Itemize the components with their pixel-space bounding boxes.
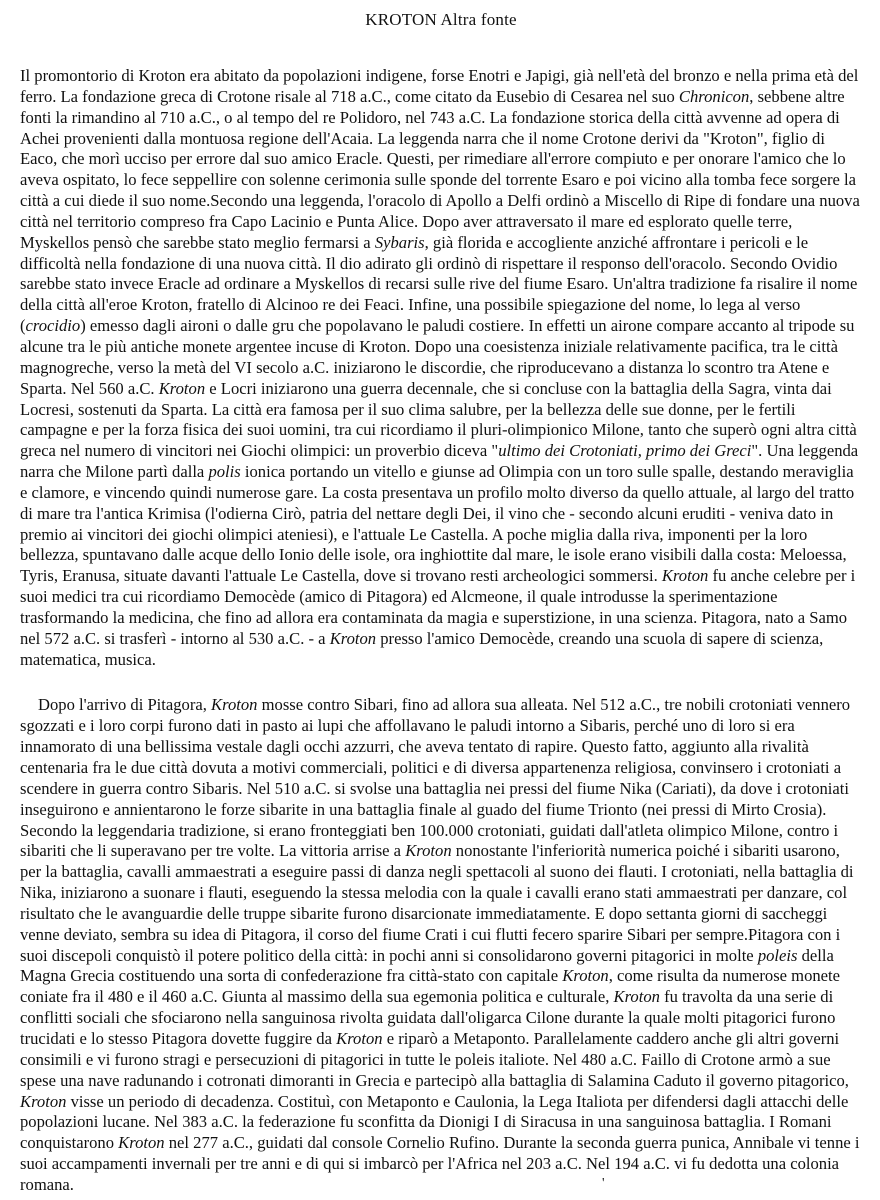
- italic-term: Sybaris: [374, 232, 425, 252]
- text-run: , come risulta da numerose monete coniate fra il 480 e il 460 a.C. Giunta al massimo della sua egemonia politica e culturale,: [20, 966, 841, 1007]
- text-run: mosse contro Sibari, fino ad allora sua alleata. Nel 512 a.C., tre nobili crotoniati vennero sgozzati e i loro corpi furono dati in pasto ai lupi che affollavano le paludi intorno a Sibaris, perché uno di loro si era innamorato di una bellissima vestale dagli occhi azzurri, che aveva tentato di rapire. Questo fatto, aggiunto alla rivalità centenaria fra le due città dovuta a motivi commerciali, politici e di diversa appartenenza religiosa, convinsero i crotoniati a scendere in guerra contro Sibaris. Nel 510 a.C. si svolse una battaglia nei pressi del fiume Nika (Cariati), da dove i crotoniati inseguirono e annientarono le forze sibarite in una battaglia finale al guado del fiume Trionto (nei pressi di Mirto Crosia). Secondo la leggendaria tradizione, si erano fronteggiati ben 100.000 crotoniati, guidati dall'atleta olimpico Milone, contro i sibariti che li superavano per tre volte. La vittoria arrise a: [20, 695, 851, 861]
- italic-term: Kroton: [613, 987, 660, 1007]
- text-run: nel 277 a.C., guidati dal console Cornelio Rufino. Durante la seconda guerra punica, Annibale vi tenne i suoi accampamenti invernali per tre anni e di qui si imbarcò per l'Africa nel 203 a.C. Nel 194 a.C. vi fu dedotta una colonia romana.: [20, 1133, 860, 1194]
- paragraph-2: [20, 695, 862, 1195]
- paragraph-1: [20, 66, 862, 670]
- document-title: KROTON Altra fonte: [365, 10, 517, 29]
- text-run: Il promontorio di Kroton era abitato da popolazioni indigene, forse Enotri e Japigi, già nell'età del bronzo e nella prima età del ferro. La fondazione greca di Crotone risale al 718 a.C., come citato da Eusebio di Cesarea nel suo: [20, 66, 859, 106]
- italic-term: poleis: [757, 945, 798, 965]
- italic-term: ultimo dei Crotoniati, primo dei Greci: [498, 441, 752, 461]
- text-run: fu travolta da una serie di conflitti sociali che sfociarono nella sanguinosa rivolta guidata dall'oligarca Cilone durante la quale molti pitagorici furono trucidati e lo stesso Pitagora dovette fuggire da: [20, 987, 836, 1048]
- italic-term: Kroton: [405, 841, 452, 861]
- text-run: fu anche celebre per i suoi medici tra cui ricordiamo Democède (amico di Pitagora) ed Alcmeone, il quale introdusse la sperimentazione trasformando la medicina, che fino ad allora era contaminata da magia e superstizione, in una scienza. Pitagora, nato a Samo nel 572 a.C. si trasferì - intorno al 530 a.C. - a: [20, 566, 856, 648]
- text-run: ) emesso dagli aironi o dalle gru che popolavano le paludi costiere. In effetti un airone compare accanto al tripode su alcune tra le più antiche monete argentee incuse di Kroton. Dopo una coesistenza iniziale relativamente pacifica, tra le città magnogreche, verso la metà del VI secolo a.C. iniziarono le discordie, che riproducevano a distanza lo scontro tra Atene e Sparta. Nel 560 a.C.: [20, 316, 855, 398]
- italic-term: polis: [208, 462, 241, 482]
- text-run: e riparò a Metaponto. Parallelamente caddero anche gli altri governi consimili e vi furono stragi e persecuzioni di pitagorici in tutte le poleis italiote. Nel 480 a.C. Faillo di Crotone armò a sue spese una nave radunando i cotronati dimoranti in Grecia e partecipò alla battaglia di Salamina Caduto il governo pitagorico,: [20, 1028, 849, 1090]
- italic-term: Kroton: [118, 1133, 165, 1153]
- italic-term: crocidio: [25, 316, 81, 336]
- text-run: Dopo l'arrivo di Pitagora,: [38, 695, 212, 715]
- italic-term: Chronicon: [678, 86, 750, 106]
- text-run: ionica portando un vitello e giunse ad Olimpia con un toro sulle spalle, destando meraviglia e clamore, e vincendo quindi numerose gare. La costa presentava un profilo molto diverso da quello attuale, al largo del tratto di mare tra l'antica Krimisa (l'odierna Cirò, patria del nettare degli Dei, il vino che - secondo alcuni eruditi - veniva dato in premio ai vincitori dei giochi olimpici ateniesi), e l'attuale Le Castella. A poche miglia dalla riva, imponenti per la loro bellezza, spuntavano dalle acque dello Ionio delle isole, ora inghiottite dal mare, le isole erano visibili dalla costa: Meloessa, Tyris, Eranusa, situate davanti l'attuale Le Castella, dove si trovano resti archeologici sommersi.: [20, 462, 855, 586]
- text-run: visse un periodo di decadenza. Costituì, con Metaponto e Caulonia, la Lega Italiota per difendersi dagli attacchi delle popolazioni lucane. Nel 383 a.C. la federazione fu sconfitta da Dionigi I di Siracusa in una sanguinosa battaglia. I Romani conquistarono: [20, 1091, 849, 1153]
- italic-term: Kroton: [336, 1028, 383, 1048]
- text-run: , già florida e accogliente anziché affrontare i pericoli e le difficoltà nella fondazione di una nuova città. Il dio adirato gli ordinò di rispettare il responso dell'oracolo. Secondo Ovidio sarebbe stato invece Eracle ad ordinare a Myskellos di recarsi sulle rive del fiume Esaro. Un'altra tradizione fa risalire il nome della città all'eroe Kroton, fratello di Alcinoo re dei Feaci. Infine, una possibile spiegazione del nome, lo lega al verso (: [20, 232, 858, 336]
- text-run: presso l'amico Democède, creando una scuola di sapere di scienza, matematica, musica.: [20, 628, 824, 669]
- italic-term: Kroton: [329, 628, 377, 648]
- stray-mark: ': [602, 1176, 605, 1191]
- italic-term: Kroton: [211, 695, 258, 715]
- text-run: , sebbene altre fonti la rimandino al 710 a.C., o al tempo del re Polidoro, nel 743 a.C. La fondazione storica della città avvenne ad opera di Achei provenienti dalla montuosa regione dell'Acaia. La leggenda narra che il nome Crotone derivi da "Kroton", figlio di Eaco, che morì ucciso per errore dal suo amico Eracle. Questi, per rimediare all'errore compiuto e per onorare l'amico che lo aveva ospitato, lo fece seppellire con solenne cerimonia sulle sponde del torrente Esaro e poi vicino alla tomba fece sorgere la città a cui diede il suo nome.Secondo una leggenda, l'oracolo di Apollo a Delfi ordinò a Miscello di Ripe di fondare una nuova città nel territorio compreso fra Capo Lacinio e Punta Alice. Dopo aver attraversato il mare ed esplorato quelle terre, Myskellos pensò che sarebbe stato meglio fermarsi a: [20, 86, 860, 252]
- text-run: e Locri iniziarono una guerra decennale, che si concluse con la battaglia della Sagra, vinta dai Locresi, sostenuti da Sparta. La città era famosa per il suo clima salubre, per la bellezza delle sue donne, per le fertili campagne e per la forza fisica dei suoi uomini, tra cui ricordiamo il pluri-olimpionico Milone, tanto che superò ogni altra città greca nel numero di vincitori nei Giochi olimpici: un proverbio diceva ": [20, 378, 857, 461]
- text-run: ". Una leggenda narra che Milone partì dalla: [20, 441, 859, 482]
- italic-term: Kroton: [562, 966, 609, 986]
- italic-term: Kroton: [20, 1091, 67, 1111]
- italic-term: Kroton: [158, 378, 206, 398]
- text-run: nonostante l'inferiorità numerica poiché i sibariti usarono, per la battaglia, cavalli ammaestrati a eseguire passi di danza negli spettacoli al suono dei flauti. I crotoniati, nella battaglia di Nika, iniziarono a suonare i flauti, eseguendo la stessa melodia con la quale i cavalli erano stati ammaestrati per danzare, col risultato che le avanguardie delle truppe sibarite furono disarcionate immediatamente. E dopo settanta giorni di saccheggi venne deviato, sembra su idea di Pitagora, il corso del fiume Crati i cui flutti fecero sparire Sibari per sempre.Pitagora con i suoi discepoli conquistò il potere politico della città: in pochi anni si consolidarono governi pitagorici in molte: [20, 841, 854, 965]
- italic-term: Kroton: [661, 566, 709, 586]
- text-run: della Magna Grecia costituendo una sorta di confederazione fra città-stato con capitale: [20, 945, 834, 986]
